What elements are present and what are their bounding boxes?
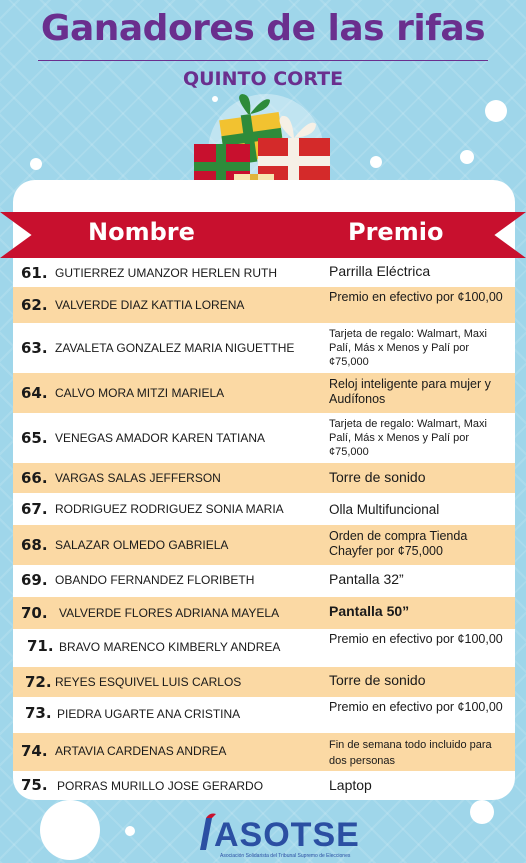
row-number: 71.: [27, 637, 54, 655]
row-number: 67.: [21, 500, 48, 518]
prize: Torre de sonido: [329, 672, 426, 688]
prize: Tarjeta de regalo: Walmart, Maxi Palí, Más x Menos y Palí por ¢75,000: [329, 418, 487, 458]
winner-name: GUTIERREZ UMANZOR HERLEN RUTH: [55, 266, 278, 280]
prize: Premio en efectivo por ¢100,00: [329, 700, 503, 714]
winner-name: ARTAVIA CARDENAS ANDREA: [55, 744, 227, 758]
column-header-prize: Premio: [348, 218, 444, 246]
table-row: [13, 565, 515, 597]
prize: Orden de compra Tienda Chayfer por ¢75,000: [329, 529, 468, 558]
winner-name: OBANDO FERNANDEZ FLORIBETH: [55, 573, 255, 587]
row-number: 64.: [21, 384, 48, 402]
row-number: 72.: [25, 673, 52, 691]
table-row: [13, 733, 515, 771]
row-number: 63.: [21, 339, 48, 357]
table-row: [13, 287, 515, 323]
table-row: [13, 667, 515, 697]
table-row: [13, 597, 515, 629]
prize: Pantalla 32”: [329, 571, 404, 587]
winner-name: SALAZAR OLMEDO GABRIELA: [55, 538, 229, 552]
winner-name: ZAVALETA GONZALEZ MARIA NIGUETTHE: [55, 341, 295, 355]
row-number: 74.: [21, 742, 48, 760]
asotse-tagline: Asociación Solidarista del Tribunal Supremo de Elecciones: [220, 853, 351, 859]
winner-name: BRAVO MARENCO KIMBERLY ANDREA: [59, 640, 281, 654]
table-row: [13, 413, 515, 463]
table-row: [13, 771, 515, 801]
snowflake-decoration: [40, 800, 100, 860]
page-title: Ganadores de las rifas: [40, 8, 486, 49]
row-number: 75.: [21, 776, 48, 794]
table-header-ribbon: [0, 212, 526, 258]
winner-name: VALVERDE FLORES ADRIANA MAYELA: [59, 606, 280, 620]
row-number: 73.: [25, 704, 52, 722]
asotse-logo-text: ASOTSE: [214, 816, 360, 854]
page-subtitle: QUINTO CORTE: [182, 68, 344, 90]
winner-name: CALVO MORA MITZI MARIELA: [55, 386, 225, 400]
snowflake-decoration: [30, 158, 42, 170]
winner-name: RODRIGUEZ RODRIGUEZ SONIA MARIA: [55, 502, 284, 516]
row-number: 69.: [21, 571, 48, 589]
table-row: [13, 259, 515, 287]
row-number: 65.: [21, 429, 48, 447]
table-row: [13, 373, 515, 413]
prize: Reloj inteligente para mujer y Audífonos: [329, 377, 491, 406]
table-row: [13, 323, 515, 373]
prize: Fin de semana todo incluido para dos personas: [329, 739, 492, 767]
prize: Pantalla 50”: [329, 603, 410, 619]
prize: Tarjeta de regalo: Walmart, Maxi Palí, Más x Menos y Palí por ¢75,000: [329, 328, 487, 368]
winner-name: PIEDRA UGARTE ANA CRISTINA: [57, 707, 241, 721]
prize: Torre de sonido: [329, 469, 426, 485]
table-row: [13, 697, 515, 733]
winner-name: PORRAS MURILLO JOSE GERARDO: [57, 779, 264, 793]
row-number: 62.: [21, 296, 48, 314]
table-row: [13, 493, 515, 525]
prize: Olla Multifuncional: [329, 502, 440, 517]
snowflake-decoration: [125, 826, 135, 836]
asotse-logo-mark: [196, 812, 216, 852]
snowflake-decoration: [485, 100, 507, 122]
row-number: 68.: [21, 536, 48, 554]
snowflake-decoration: [370, 156, 382, 168]
prize: Premio en efectivo por ¢100,00: [329, 632, 503, 646]
row-number: 70.: [21, 604, 48, 622]
row-number: 66.: [21, 469, 48, 487]
prize: Premio en efectivo por ¢100,00: [329, 290, 503, 304]
winner-name: VALVERDE DIAZ KATTIA LORENA: [55, 298, 245, 312]
winner-name: REYES ESQUIVEL LUIS CARLOS: [55, 675, 242, 689]
snowflake-decoration: [470, 800, 494, 824]
column-header-name: Nombre: [88, 218, 195, 246]
prize: Laptop: [329, 777, 372, 793]
title-divider: [38, 60, 488, 61]
winner-name: VARGAS SALAS JEFFERSON: [55, 471, 221, 485]
table-row: [13, 463, 515, 493]
snowflake-decoration: [460, 150, 474, 164]
winner-name: VENEGAS AMADOR KAREN TATIANA: [55, 431, 266, 445]
table-row: [13, 525, 515, 565]
table-row: [13, 629, 515, 667]
row-number: 61.: [21, 264, 48, 282]
prize: Parrilla Eléctrica: [329, 263, 431, 279]
